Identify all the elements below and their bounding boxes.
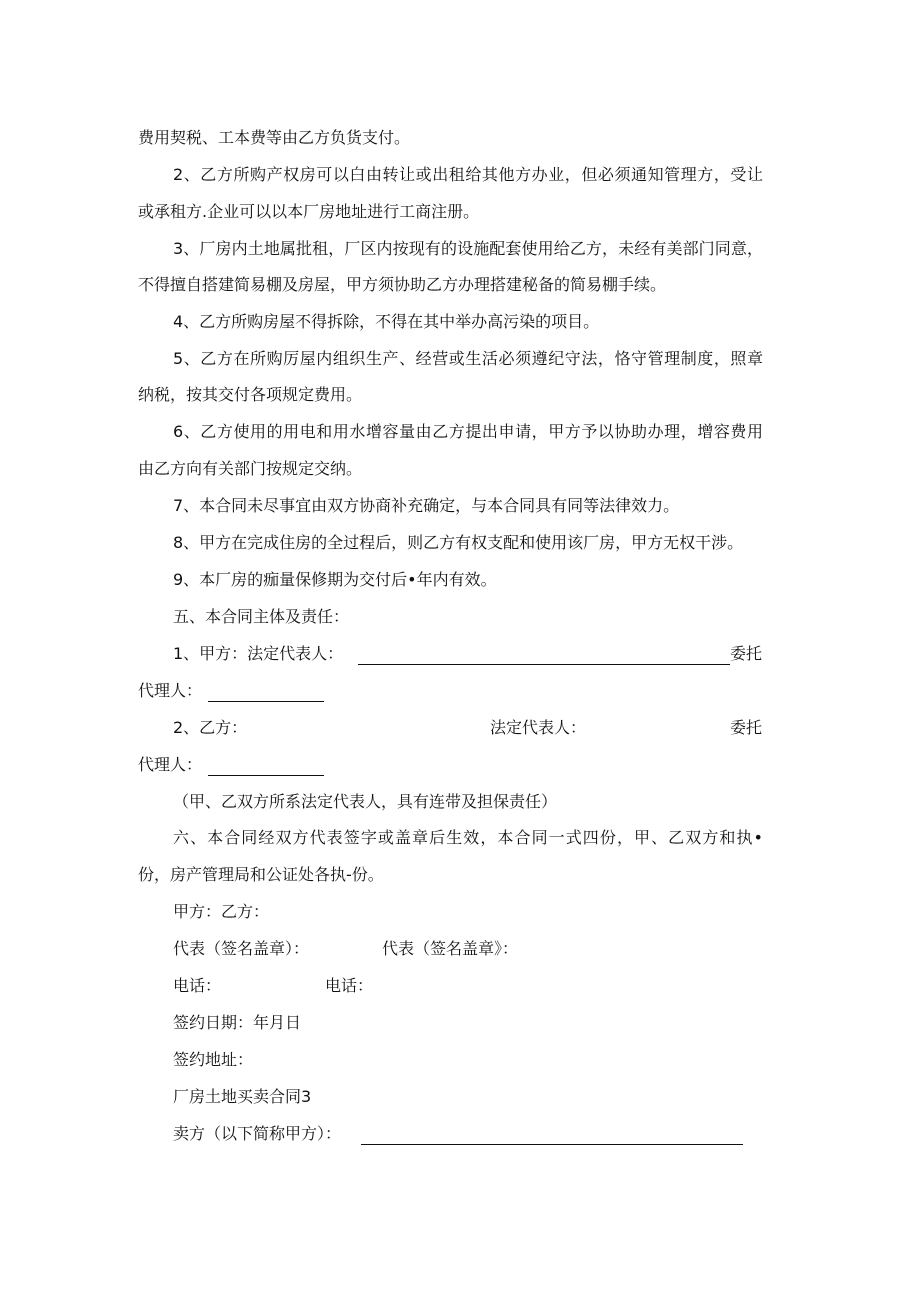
paragraph-line: 不得擅自搭建简易棚及房屋，甲方须协助乙方办理搭建秘备的简易棚手续。 (138, 275, 667, 294)
paragraph-line: 2、乙方所购产权房可以白由转让或出租给其他方办业，但必须通知管理方，受让 (173, 165, 763, 184)
paragraph-line: 纳税，按其交付各项规定费用。 (138, 385, 363, 404)
paragraph-line: 9、本厂房的痂量保修期为交付后•年内有效。 (173, 570, 497, 589)
paragraph-line: （甲、乙双方所系法定代表人，具有连带及担保责任） (173, 792, 558, 811)
contract-title: 厂房土地买卖合同3 (173, 1087, 312, 1106)
paragraph-line: 由乙方向有关部门按规定交纳。 (138, 459, 363, 478)
agent-label: 代理人： (138, 755, 203, 774)
phone-label: 电话： (325, 976, 374, 995)
agent-label: 委托 (730, 718, 763, 737)
paragraph-line: 7、本合同未尽事宜由双方协商补充确定，与本合同具有同等法律效力。 (173, 496, 680, 515)
signature-blank (208, 775, 324, 776)
signature-blank (358, 664, 730, 665)
signature-blank (361, 1144, 743, 1145)
signature-blank (208, 701, 324, 702)
signing-address-label: 签约地址： (173, 1050, 254, 1069)
legal-rep-label: 法定代表人： (490, 718, 587, 737)
seller-label: 卖方（以下简称甲方）： (173, 1124, 342, 1143)
paragraph-line: 5、乙方在所购厉屋内组织生产、经营或生活必须遵纪守法，恪守管理制度，照章 (173, 349, 763, 368)
paragraph-line: 3、厂房内土地属批租，厂区内按现有的设施配套使用给乙方，未经有美部门同意， (173, 239, 763, 258)
parties-label: 甲方：乙方： (173, 902, 270, 921)
paragraph-line: 费用契税、工本费等由乙方负货支付。 (138, 128, 411, 147)
paragraph-line: 份，房产管理局和公证处各执-份。 (138, 865, 384, 884)
agent-label: 代理人： (138, 681, 203, 700)
paragraph-line: 六、本合同经双方代表签字或盖章后生效，本合同一式四份，甲、乙双方和执• (173, 828, 763, 847)
phone-label: 电话： (173, 976, 222, 995)
paragraph-line: 4、乙方所购房屋不得拆除，不得在其中举办高污染的项目。 (173, 312, 600, 331)
party-b-label: 2、乙方： (173, 718, 248, 737)
paragraph-line: 8、甲方在完成住房的全过程后，则乙方有权支配和使用该厂房，甲方无权干涉。 (173, 533, 744, 552)
signing-date-label: 签约日期：年月日 (173, 1013, 302, 1032)
representative-label: 代表（签名盖章》： (382, 939, 519, 958)
paragraph-line: 6、乙方使用的用电和用水增容量由乙方提出申请，甲方予以协助办理，增容费用 (173, 422, 763, 441)
representative-label: 代表（签名盖章）： (173, 939, 310, 958)
section-heading: 五、本合同主体及责任： (173, 607, 350, 626)
party-a-label: 1、甲方：法定代表人： (173, 644, 344, 663)
agent-label: 委托 (730, 644, 763, 663)
paragraph-line: 或承租方.企业可以以本厂房地址进行工商注册。 (138, 202, 480, 221)
